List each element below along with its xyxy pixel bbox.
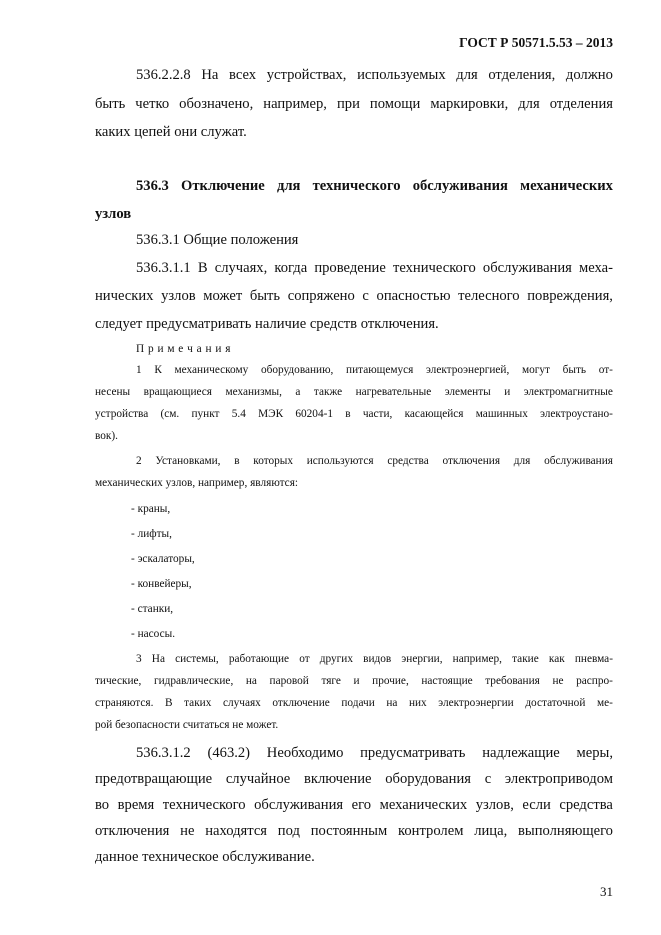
word: прочие,: [372, 675, 409, 687]
word: настоящие: [421, 675, 473, 687]
paragraph-line: данное техническое обслуживание.: [95, 849, 315, 865]
word: Отключение: [181, 178, 265, 194]
word: К: [154, 364, 162, 376]
word: тические,: [95, 675, 142, 687]
word: достаточной: [525, 697, 586, 709]
paragraph-line: [95, 288, 613, 305]
word: проведение: [314, 260, 386, 276]
word: четко: [135, 96, 170, 112]
word: а: [295, 386, 301, 398]
word: вращающиеся: [143, 386, 213, 398]
word: (см.: [160, 408, 180, 420]
note-line: [136, 653, 613, 665]
word: 536.2.2.8: [136, 67, 191, 83]
word: под: [277, 823, 300, 839]
section-title: [136, 178, 613, 195]
word: технического: [392, 260, 476, 276]
word: технического: [312, 178, 401, 194]
word: на: [245, 675, 257, 687]
paragraph-line: [95, 96, 613, 113]
word: устройствах,: [266, 67, 347, 83]
word: сопряжено: [287, 288, 355, 304]
word: может: [203, 288, 243, 304]
word: случаях,: [214, 260, 268, 276]
word: паровой: [269, 675, 309, 687]
word: 536.3.1.2: [136, 745, 191, 761]
note-line: [136, 364, 613, 376]
word: 3: [136, 653, 142, 665]
word: механизмы,: [225, 386, 282, 398]
word: работающие: [228, 653, 290, 665]
note-line: [95, 386, 613, 398]
word: обслуживания: [254, 797, 344, 813]
word: предотвращающие: [95, 771, 213, 787]
word: элементы: [444, 386, 491, 398]
word: отделения,: [488, 67, 556, 83]
word: устройства: [95, 408, 149, 420]
word: должно: [565, 67, 613, 83]
paragraph-line: [136, 260, 613, 277]
word: электроустано-: [540, 408, 613, 420]
word: в: [234, 455, 240, 467]
word: оборудованию,: [260, 364, 334, 376]
word: при: [336, 96, 360, 112]
word: предусматривать: [360, 745, 466, 761]
word: (463.2): [207, 745, 251, 761]
note-line: [95, 675, 613, 687]
word: когда: [274, 260, 308, 276]
word: отделения: [549, 96, 613, 112]
word: в: [345, 408, 351, 420]
word: с: [484, 771, 492, 787]
paragraph-line: [95, 797, 613, 814]
note-line: [95, 408, 613, 420]
word: такие: [512, 653, 539, 665]
word: включение: [304, 771, 372, 787]
word: опасностью: [376, 288, 451, 304]
list-item: - краны,: [131, 503, 171, 515]
word: помощи: [369, 96, 421, 112]
word: 1: [136, 364, 142, 376]
note-line: рой безопасности считаться не может.: [95, 719, 279, 731]
word: них: [408, 697, 427, 709]
word: для: [518, 96, 540, 112]
word: ме-: [596, 697, 613, 709]
paragraph-line: следует предусматривать наличие средств отключения.: [95, 316, 439, 332]
page-number: 31: [600, 884, 613, 899]
word: 536.3.1.1: [136, 260, 191, 276]
list-item: - лифты,: [131, 528, 172, 540]
word: механических: [379, 797, 468, 813]
note-line: [95, 697, 613, 709]
word: части,: [362, 408, 393, 420]
document-header: ГОСТ Р 50571.5.53 – 2013: [459, 35, 613, 50]
word: от-: [598, 364, 613, 376]
word: надлежащие: [482, 745, 560, 761]
word: маркировки,: [430, 96, 509, 112]
word: всех: [229, 67, 257, 83]
word: быть: [249, 288, 281, 304]
word: нагревательные: [355, 386, 432, 398]
word: и: [504, 386, 511, 398]
word: 5.4: [231, 408, 246, 420]
word: отключения: [442, 455, 501, 467]
list-item: - насосы.: [131, 628, 176, 640]
word: например,: [263, 96, 327, 112]
word: МЭК: [258, 408, 284, 420]
word: меры,: [576, 745, 613, 761]
word: Установками,: [155, 455, 221, 467]
paragraph-line: [136, 745, 613, 762]
word: выполняющего: [518, 823, 613, 839]
paragraph-line: [95, 771, 613, 788]
word: во: [95, 797, 110, 813]
word: других: [319, 653, 354, 665]
word: отключение: [272, 697, 330, 709]
note-line: механических узлов, например, являются:: [95, 477, 299, 489]
word: видов: [363, 653, 392, 665]
word: его: [351, 797, 372, 813]
word: В: [164, 697, 173, 709]
word: гидравлические,: [153, 675, 234, 687]
word: обозначено,: [179, 96, 254, 112]
word: не: [552, 675, 564, 687]
word: используемых: [357, 67, 446, 83]
word: электромагнитные: [523, 386, 613, 398]
paragraph-line: каких цепей они служат.: [95, 124, 247, 140]
note-line: вок).: [95, 430, 118, 442]
word: механическому: [174, 364, 249, 376]
word: узлов: [161, 288, 196, 304]
word: 536.3: [136, 178, 169, 194]
word: пункт: [191, 408, 220, 420]
word: нических: [95, 288, 154, 304]
word: находятся: [205, 823, 268, 839]
word: на: [386, 697, 398, 709]
word: используются: [306, 455, 374, 467]
word: Необходимо: [266, 745, 344, 761]
list-item: - конвейеры,: [131, 578, 192, 590]
word: механических: [520, 178, 613, 194]
word: могут: [521, 364, 550, 376]
word: быть: [562, 364, 587, 376]
word: тяге: [321, 675, 341, 687]
word: случаях: [222, 697, 261, 709]
word: машинных: [475, 408, 528, 420]
word: с: [362, 288, 369, 304]
word: для: [456, 67, 478, 83]
word: узлов,: [475, 797, 514, 813]
subsection-title: 536.3.1 Общие положения: [136, 232, 299, 248]
word: средства: [559, 797, 613, 813]
word: для: [513, 455, 531, 467]
word: обслуживания: [544, 455, 613, 467]
word: обслуживания: [412, 178, 508, 194]
word: лица,: [474, 823, 508, 839]
word: подачи: [341, 697, 375, 709]
word: быть: [95, 96, 126, 112]
word: также: [313, 386, 343, 398]
word: На: [201, 67, 219, 83]
word: электроэнергии: [438, 697, 514, 709]
word: электроэнергией,: [426, 364, 510, 376]
word: от: [299, 653, 310, 665]
word: меха-: [579, 260, 613, 276]
word: В: [197, 260, 208, 276]
word: питающемуся: [346, 364, 414, 376]
word: 2: [136, 455, 142, 467]
word: технического: [162, 797, 246, 813]
list-item: - эскалаторы,: [131, 553, 195, 565]
word: как: [548, 653, 565, 665]
word: например,: [452, 653, 502, 665]
word: отключения: [95, 823, 170, 839]
word: и: [353, 675, 360, 687]
word: средства: [387, 455, 429, 467]
word: пневма-: [574, 653, 613, 665]
word: контролем: [398, 823, 464, 839]
word: таких: [184, 697, 212, 709]
word: электроприводом: [504, 771, 613, 787]
list-item: - станки,: [131, 603, 174, 615]
word: оборудования: [385, 771, 471, 787]
word: обслуживания: [482, 260, 572, 276]
word: случайное: [225, 771, 291, 787]
word: 60204-1: [295, 408, 334, 420]
paragraph-line: [95, 823, 613, 840]
word: если: [522, 797, 551, 813]
word: энергии,: [401, 653, 443, 665]
note-line: [136, 455, 613, 467]
notes-heading: П р и м е ч а н и я: [136, 343, 231, 355]
word: касающейся: [404, 408, 464, 420]
word: распро-: [576, 675, 613, 687]
word: не: [180, 823, 195, 839]
word: постоянным: [310, 823, 388, 839]
word: которых: [253, 455, 294, 467]
word: страняются.: [95, 697, 154, 709]
word: На: [151, 653, 165, 665]
word: несены: [95, 386, 131, 398]
paragraph-line: [136, 67, 613, 84]
word: требования: [485, 675, 540, 687]
section-title-cont: узлов: [95, 206, 132, 222]
word: время: [117, 797, 155, 813]
word: телесного: [458, 288, 520, 304]
word: для: [276, 178, 301, 194]
word: повреждения,: [527, 288, 613, 304]
word: системы,: [175, 653, 219, 665]
